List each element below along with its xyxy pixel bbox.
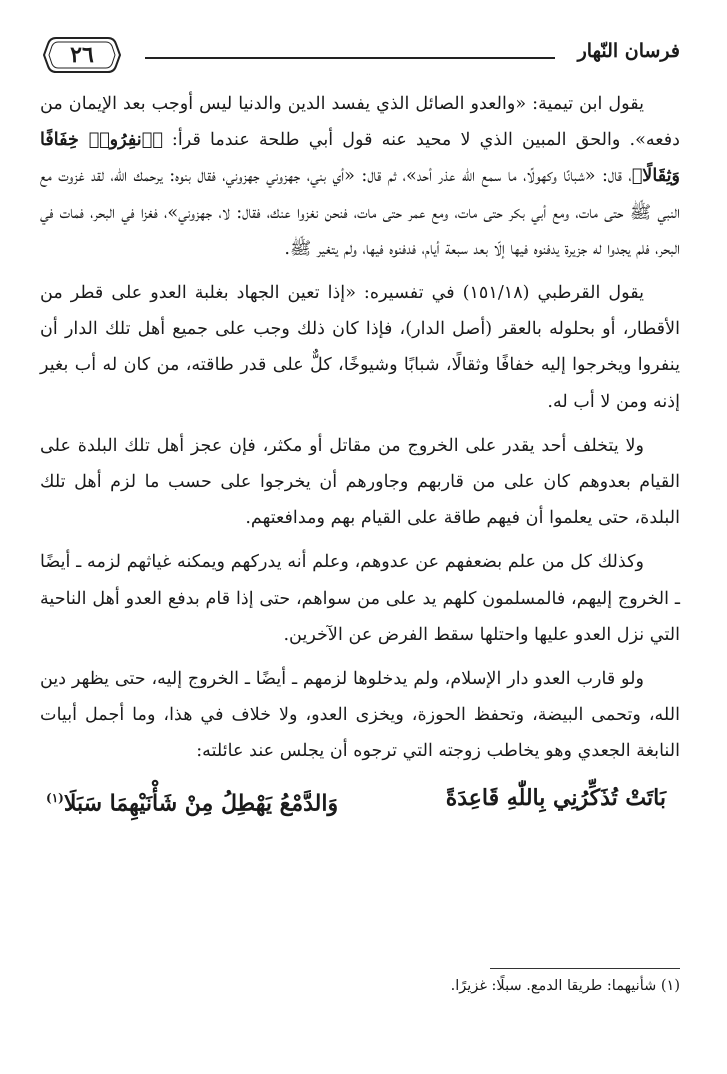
footnote: (١) شأنيهما: طريقا الدمع. سبلًا: غزيرًا. [450,978,680,994]
paragraph-nearby-muslims: وكذلك كل من علم بضعفهم عن عدوهم، وعلم أنه يدركهم ويمكنه غياثهم لزمه ـ أيضًا ـ الخروج إليهم، فالمسلمون كلهم يد على من سواهم، حتى إذا قام بدفع العدو أهل الناحية التي نزل العدو عليها واحتلها سقط الفرض عن الآخرين. [40,552,680,645]
book-page [40,30,680,1060]
page-header [40,34,680,84]
footnote-marker: (١) [46,790,64,805]
paragraph-qurtubi: يقول القرطبي (١٥١/١٨) في تفسيره: «إذا تعين الجهاد بغلبة العدو على قطر من الأقطار، أو بحلوله بالعقر (أصل الدار)، فإذا كان ذلك وجب على جميع أهل تلك الدار أن ينفروا ويخرجوا إليه خفافًا وثقالًا، شبابًا وشيوخًا، كلٌّ على قدر طاقته، من كان له أب بغير إذنه ومن لا أب له. [40,283,680,412]
quran-verse: ﴿ٱنفِرُوا۟ خِفَافًا وَثِقَالًا﴾ [40,129,680,187]
poem-verse [40,778,680,820]
paragraph-ibn-taymiyyah [40,86,680,267]
header-divider [145,57,555,59]
book-title: فرسان النّهار [577,40,680,62]
page-number-frame [42,36,122,74]
page-number: ٢٦ [70,42,94,68]
footnote-divider [490,968,680,969]
paragraph-poem-intro: ولو قارب العدو دار الإسلام، ولم يدخلوها لزمهم ـ أيضًا ـ الخروج إليه، حتى يظهر دين الله، وتحمى البيضة، وتحفظ الحوزة، ويخزى العدو، ولا خلاف في هذا، وما أجمل أبيات النابغة الجعدي وهو يخاطب زوجته التي ترجوه أن يجلس عند عائلته: [40,669,680,762]
poem-second-hemistich [46,778,338,823]
paragraph-text: يقول ابن تيمية: «والعدو الصائل الذي يفسد الدين والدنيا ليس أوجب بعد الإيمان من دفعه». والحق المبين الذي لا محيد عنه قول أبي طلحة عندما قرأ: [40,94,681,151]
poem-first-hemistich: بَاتَتْ تُذَكِّرُنِي بِاللّٰهِ قَاعِدَةً [445,784,666,811]
paragraph-obligation: ولا يتخلف أحد يقدر على الخروج من مقاتل أو مكثر، فإن عجز أهل تلك البلدة على القيام بعدوهم كان على من قاربهم وجاورهم أن يخرجوا على حسب ما لزم أهل تلك البلدة، حتى يعلموا أن فيهم طاقة على القيام بهم ومدافعتهم. [40,435,680,529]
poem-second-text: وَالدَّمْعُ يَهْطِلُ مِنْ شَأْنَيْهِمَا سَبَلَا [63,789,339,816]
paragraph-text: ، قال: «شبانًا وكهولًا، ما سمع الله عذر أحد»، ثم قال: «أي بني، جهزوني جهزوني، فقال بنوه: يرحمك الله، لقد غزوت مع النبي ﷺ حتى مات، ومع أبي بكر حتى مات، ومع عمر حتى مات، فنحن نغزوا عنك، فقال: لا، جهزوني»، فغزا في البحر، فمات في البحر، فلم يجدوا له جزيرة يدفنوه فيها إلّا بعد سبعة أيام، فدفنوه فيها، ولم يتغير ﷺ. [40,166,680,259]
main-text [40,86,680,820]
